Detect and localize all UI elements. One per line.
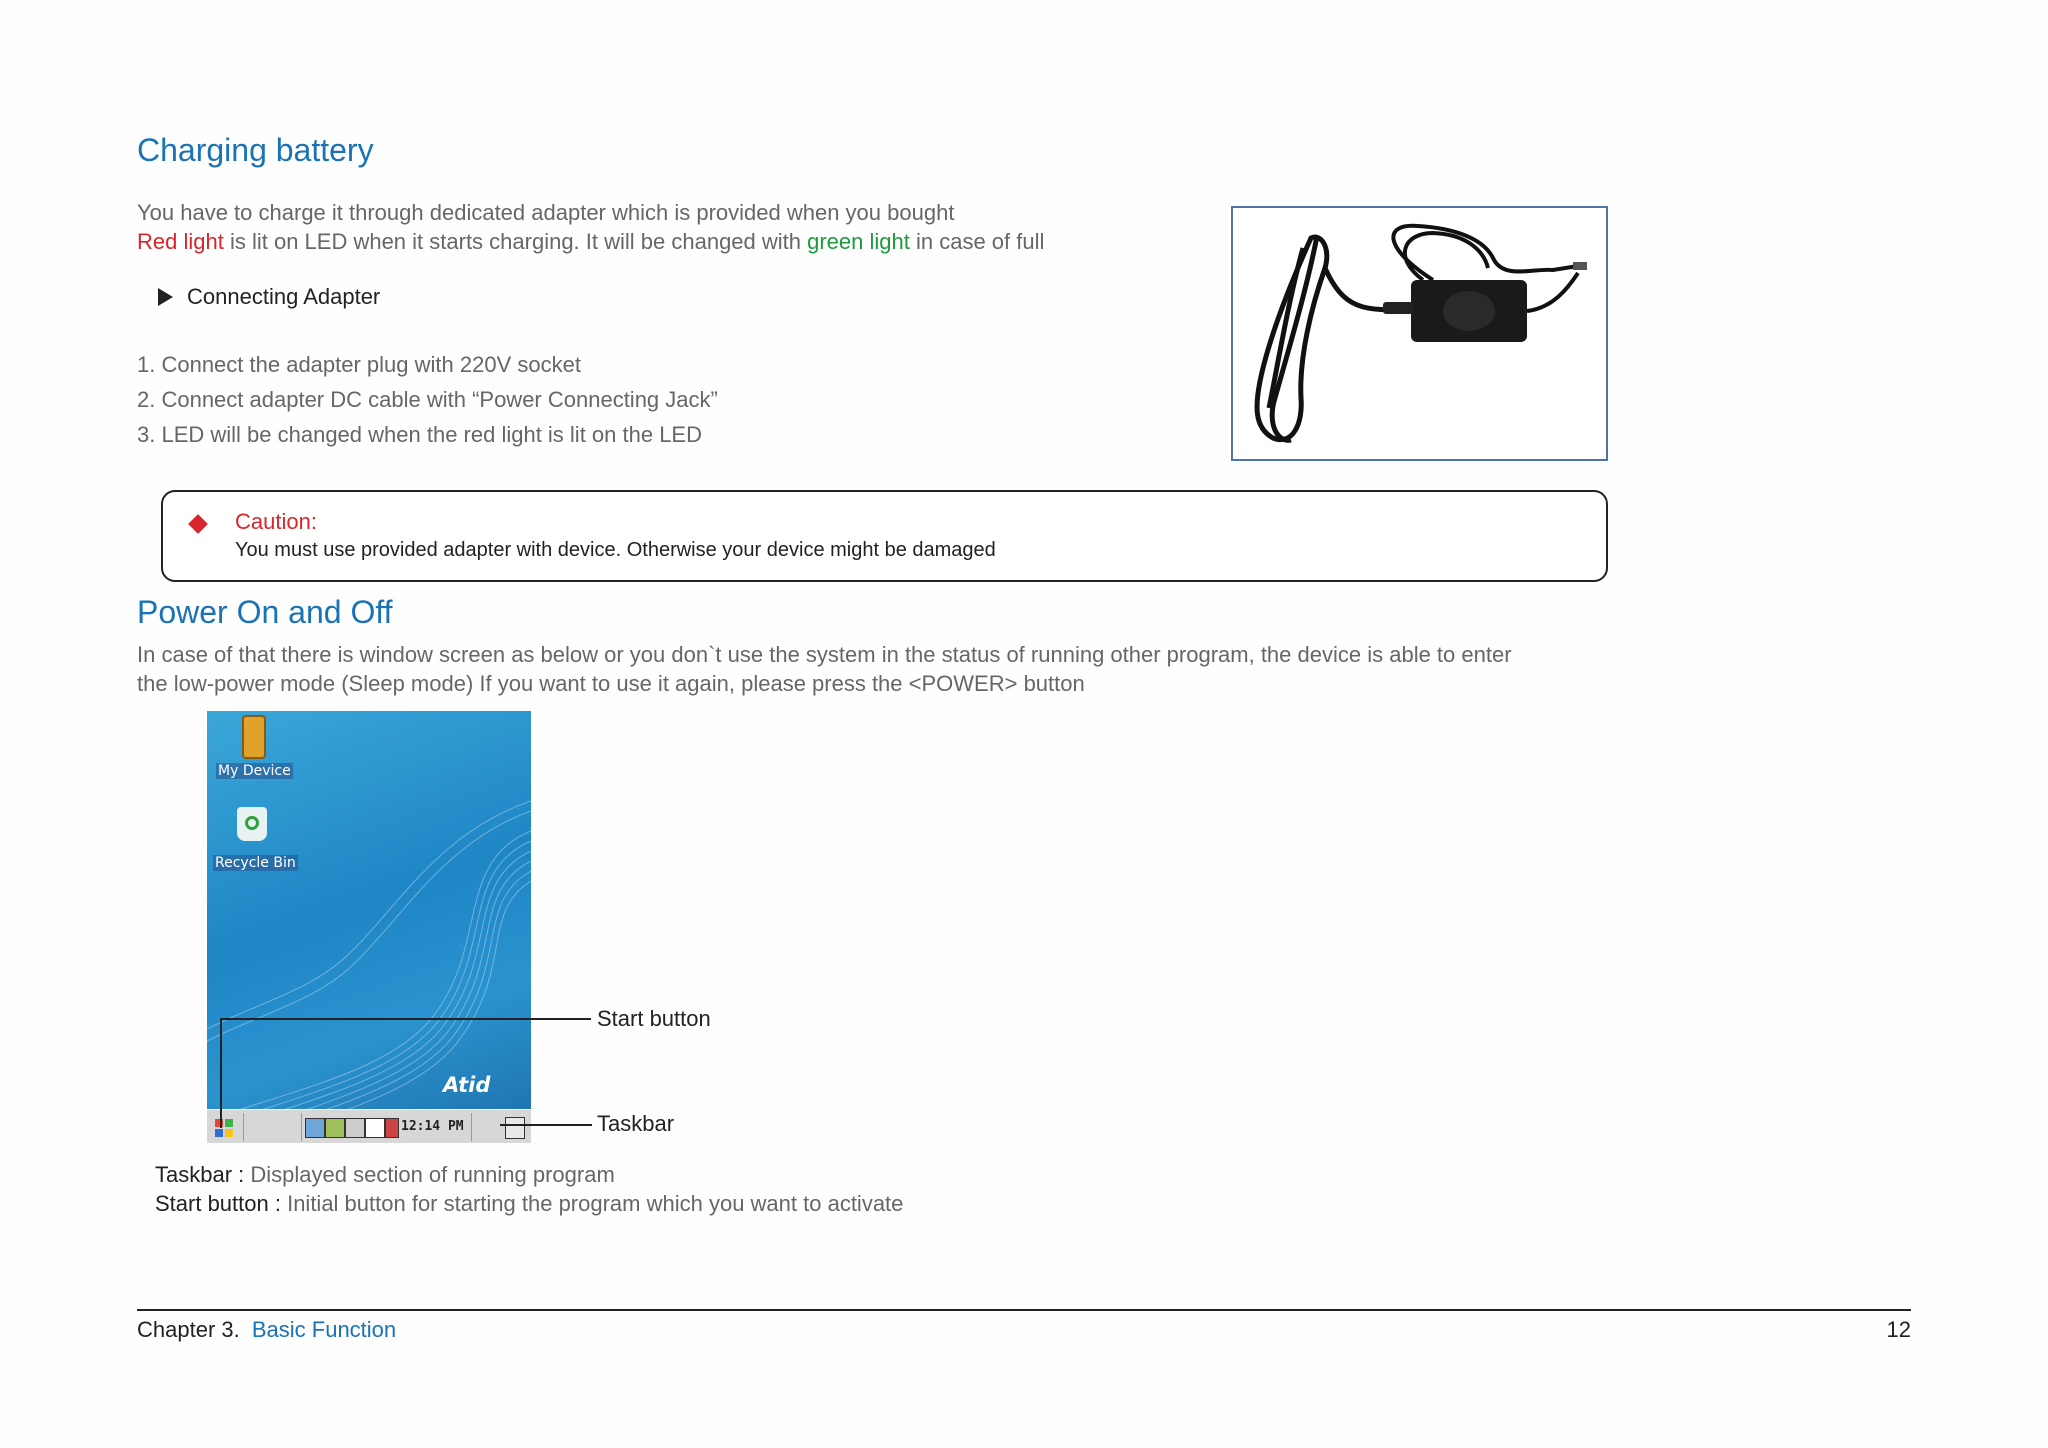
atid-logo: Atid	[443, 1073, 491, 1097]
callout-taskbar-label: Taskbar	[597, 1111, 675, 1136]
my-device-label[interactable]: My Device	[218, 763, 291, 779]
charging-line-1: You have to charge it through dedicated adapter which is provided when you bought	[137, 200, 955, 225]
step-2: 2. Connect adapter DC cable with “Power Connecting Jack”	[137, 387, 718, 412]
caution-text: You must use provided adapter with device. Otherwise your device might be damaged	[235, 539, 996, 561]
my-device-icon[interactable]	[242, 715, 266, 759]
step-3: 3. LED will be changed when the red light is lit on the LED	[137, 422, 702, 447]
section-title-power: Power On and Off	[137, 594, 393, 630]
start-callout-line-h	[220, 1018, 591, 1020]
definition-taskbar	[155, 1160, 903, 1189]
footer-chapter	[137, 1317, 396, 1343]
section-title-charging: Charging battery	[137, 132, 374, 168]
start-callout-line-v	[220, 1018, 222, 1128]
charging-paragraph	[137, 198, 1187, 256]
triangle-bullet-icon	[158, 288, 173, 306]
power-line-1: In case of that there is window screen as below or you don`t use the system in the status of running other program, the device is able to enter	[137, 642, 1512, 667]
taskbar-callout-line	[500, 1124, 592, 1126]
definition-term: Start button :	[155, 1191, 288, 1216]
definition-term: Taskbar :	[155, 1162, 251, 1187]
footer-chapter-number: Chapter 3.	[137, 1317, 240, 1342]
caution-label: Caution:	[235, 509, 317, 534]
tray-desktop-icon[interactable]	[505, 1117, 525, 1139]
charging-line-2-end: in case of full	[909, 229, 1045, 254]
red-light-text: Red light	[137, 229, 224, 254]
caution-diamond-icon	[188, 514, 208, 534]
page-number: 12	[1886, 1317, 1911, 1342]
power-line-2: the low-power mode (Sleep mode) If you want to use it again, please press the <POWER> button	[137, 671, 1085, 696]
windows-flag-icon	[213, 1118, 235, 1138]
subhead-label: Connecting Adapter	[187, 284, 381, 309]
charging-line-2-mid: is lit on LED when it starts charging. It will be changed with	[223, 229, 808, 254]
power-paragraph	[137, 640, 1617, 698]
steps-list	[137, 347, 718, 452]
callout-start-label: Start button	[597, 1006, 711, 1031]
definitions	[155, 1160, 903, 1218]
caution-box	[161, 490, 1608, 582]
green-light-text: green light	[807, 229, 910, 254]
tray-battery-icon[interactable]	[385, 1118, 399, 1138]
definition-desc: Initial button for starting the program which you want to activate	[287, 1191, 904, 1216]
tray-input-icon[interactable]	[365, 1118, 385, 1138]
subhead-connecting-adapter	[158, 284, 380, 310]
step-1: 1. Connect the adapter plug with 220V socket	[137, 352, 581, 377]
tray-app-icon[interactable]	[325, 1118, 345, 1138]
tray-keyboard-icon[interactable]	[345, 1118, 365, 1138]
charging-line-2	[137, 227, 1187, 256]
taskbar-clock[interactable]: 12:14 PM	[401, 1119, 464, 1134]
adapter-photo	[1231, 206, 1608, 461]
tray-network-icon[interactable]	[305, 1118, 325, 1138]
taskbar	[207, 1109, 531, 1143]
start-button[interactable]	[213, 1118, 235, 1138]
definition-desc: Displayed section of running program	[250, 1162, 615, 1187]
device-screen	[207, 711, 531, 1143]
footer-chapter-name: Basic Function	[251, 1317, 397, 1342]
adapter-image-icon	[1233, 208, 1606, 459]
recycle-bin-label[interactable]: Recycle Bin	[215, 855, 296, 871]
recycle-bin-icon[interactable]	[237, 807, 267, 841]
footer-rule	[137, 1309, 1911, 1311]
definition-start-button	[155, 1189, 903, 1218]
